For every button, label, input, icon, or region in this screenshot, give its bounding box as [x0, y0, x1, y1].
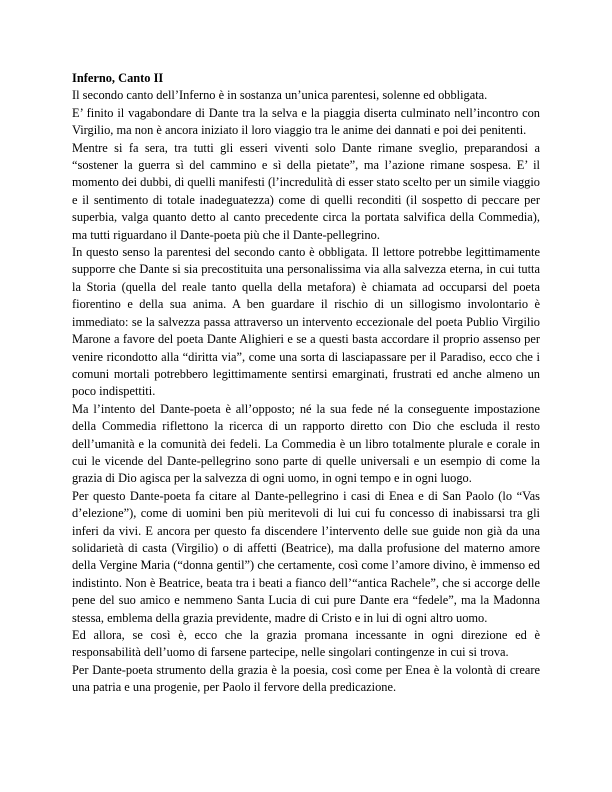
paragraph-8: Per Dante-poeta strumento della grazia è la poesia, così come per Enea è la volontà di creare una patria e una progenie, per Paolo il fervore della predicazione.	[72, 662, 540, 695]
paragraph-3: Mentre si fa sera, tra tutti gli esseri viventi solo Dante rimane sveglio, preparandosi a “sostener la guerra sì del cammino e sì della pietate”, ma l’azione rimane sospesa. E’ il momento dei dubbi, di quelli manifesti (l’incredulità di esser stato scelto per un simile viaggio e il sentimento di totale inadeguatezza) come di quelli reconditi (il sospetto di peccare per superbia, valga quanto detto al canto precedente circa la portata salvifica della Commedia), ma tutti riguardano il Dante-poeta più che il Dante-pellegrino.	[72, 140, 540, 242]
paragraph-7: Ed allora, se così è, ecco che la grazia promana incessante in ogni direzione ed è responsabilità dell’uomo di farsene partecipe, nelle singolari contingenze in cui si trova.	[72, 628, 540, 660]
paragraph-5: Ma l’intento del Dante-poeta è all’opposto; né la sua fede né la conseguente impostazione della Commedia riflettono la ricerca di un rapporto diretto con Dio che escluda il resto dell’umanità e la comunità dei fedeli. La Commedia è un libro totalmente plurale e corale in cui le vicende del Dante-pellegrino sono parte di quelle universali e un esempio di come la grazia di Dio agisca per la salvezza di ogni uomo, in ogni tempo e in ogni luogo.	[72, 401, 540, 486]
document-page	[72, 70, 540, 697]
paragraph-4: In questo senso la parentesi del secondo canto è obbligata. Il lettore potrebbe legittimamente supporre che Dante si sia precostituita una personalissima via alla salvezza eterna, in cui tutta la Storia (quella del reale tanto quella della metafora) è chiamata ad occuparsi del poeta fiorentino e della sua anima. A ben guardare il rischio di un sillogismo involontario è immediato: se la salvezza passa attraverso un intervento eccezionale del poeta Publio Virgilio Marone a favore del poeta Dante Alighieri e se a questi basta accordare il proprio assenso per venire ricondotto alla “diritta via”, come una sorta di lasciapassare per il Paradiso, ecco che i comuni mortali potrebbero legittimamente sentirsi emarginati, frustrati ed anche almeno un poco indispettiti.	[72, 245, 540, 399]
paragraph-2: E’ finito il vagabondare di Dante tra la selva e la piaggia diserta culminato nell’incontro con Virgilio, ma non è ancora iniziato il loro viaggio tra le anime dei dannati e poi dei penitenti.	[72, 105, 540, 138]
paragraph-6: Per questo Dante-poeta fa citare al Dante-pellegrino i casi di Enea e di San Paolo (lo “Vas d’elezione”), come di uomini ben più meritevoli di lui cui fu concesso di inabissarsi tra gli inferi da vivi. E ancora per questo fa discendere l’intervento delle sue guide non già da una solidarietà di casta (Virgilio) o di affetti (Beatrice), ma dalla profusione del materno amore della Vergine Maria (“donna gentil”) che certamente, così come l’amore divino, è immenso ed indistinto. Non è Beatrice, beata tra i beati a fianco dell’“antica Rachele”, che si accorge delle pene del suo amico e nemmeno Santa Lucia di cui pure Dante era “fedele”, ma la Madonna stessa, emblema della grazia previdente, madre di Cristo e in lui di ogni altro uomo.	[72, 488, 540, 625]
paragraph-1: Il secondo canto dell’Inferno è in sostanza un’unica parentesi, solenne ed obbligata.	[72, 88, 488, 103]
document-title: Inferno, Canto II	[72, 71, 164, 85]
